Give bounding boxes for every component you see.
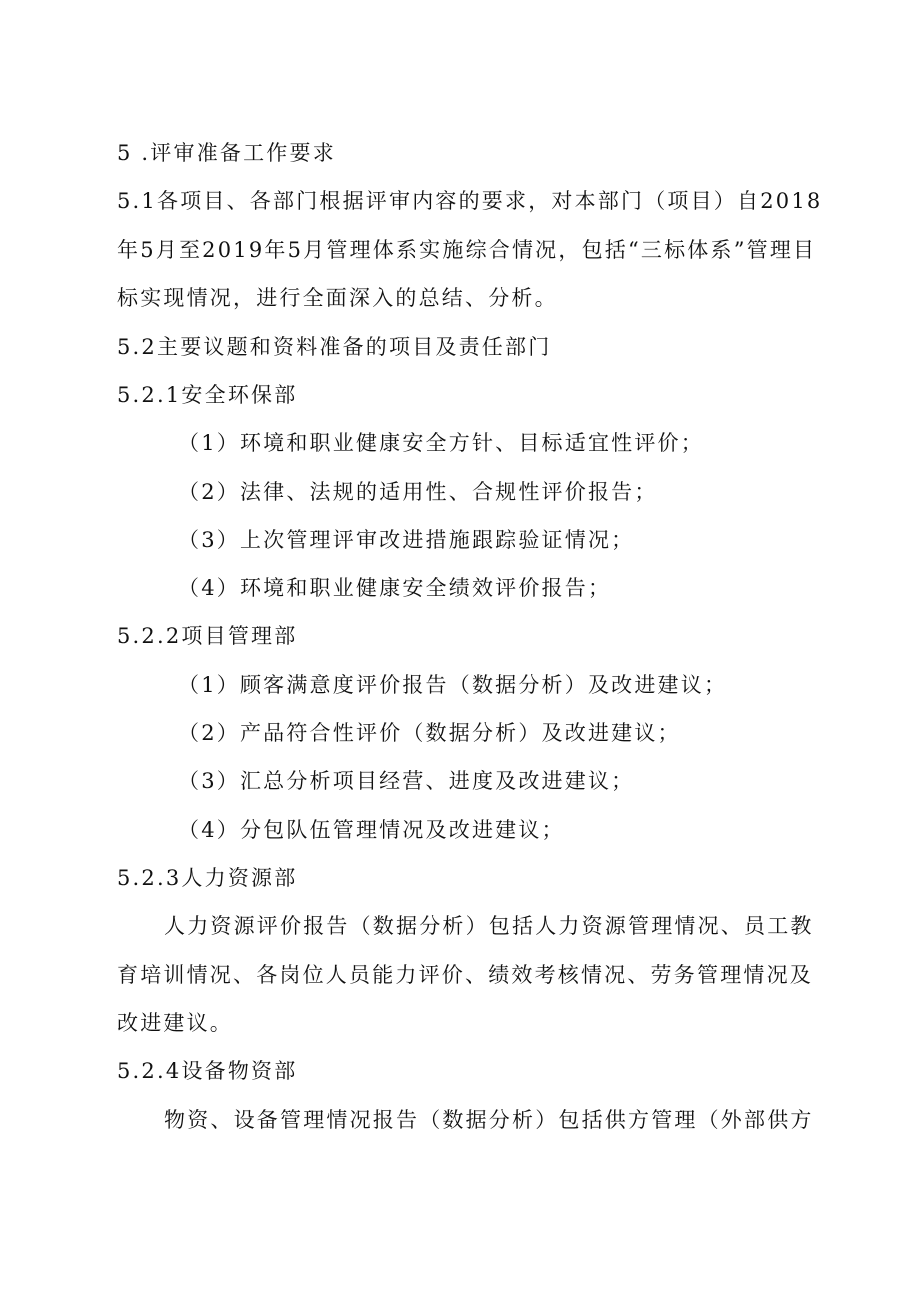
section-5-2-title: 5.2主要议题和资料准备的项目及责任部门 — [117, 335, 552, 359]
section-5-2-1-item-1: （1）环境和职业健康安全方针、目标适宜性评价； — [178, 431, 704, 455]
section-5-2-2-title: 5.2.2项目管理部 — [117, 624, 298, 648]
section-5-2-4-line-1: 物资、设备管理情况报告（数据分析）包括供方管理（外部供方 — [164, 1108, 814, 1132]
section-5-2-3-line-3: 改进建议。 — [117, 1011, 233, 1035]
section-5-2-1-item-3: （3）上次管理评审改进措施跟踪验证情况； — [178, 528, 635, 552]
section-5-1-line-2: 年5月至2019年5月管理体系实施综合情况，包括“三标体系”管理目 — [117, 238, 817, 262]
section-5-2-2-item-3: （3）汇总分析项目经营、进度及改进建议； — [178, 769, 635, 793]
section-5-title: 5 .评审准备工作要求 — [117, 141, 336, 165]
section-5-1-line-1: 5.1各项目、各部门根据评审内容的要求，对本部门（项目）自2018 — [117, 189, 823, 213]
section-5-2-1-item-2: （2）法律、法规的适用性、合规性评价报告； — [178, 480, 658, 504]
section-5-2-4-title: 5.2.4设备物资部 — [117, 1059, 298, 1083]
section-5-2-2-item-1: （1）顾客满意度评价报告（数据分析）及改进建议； — [178, 673, 728, 697]
section-5-2-1-item-4: （4）环境和职业健康安全绩效评价报告； — [178, 576, 612, 600]
section-5-1-line-3: 标实现情况，进行全面深入的总结、分析。 — [117, 286, 558, 310]
section-5-2-3-line-1: 人力资源评价报告（数据分析）包括人力资源管理情况、员工教 — [164, 914, 814, 938]
section-5-2-2-item-4: （4）分包队伍管理情况及改进建议； — [178, 818, 565, 842]
section-5-2-2-item-2: （2）产品符合性评价（数据分析）及改进建议； — [178, 721, 681, 745]
section-5-2-3-line-2: 育培训情况、各岗位人员能力评价、绩效考核情况、劳务管理情况及 — [117, 963, 813, 987]
section-5-2-1-title: 5.2.1安全环保部 — [117, 383, 298, 407]
section-5-2-3-title: 5.2.3人力资源部 — [117, 866, 298, 890]
